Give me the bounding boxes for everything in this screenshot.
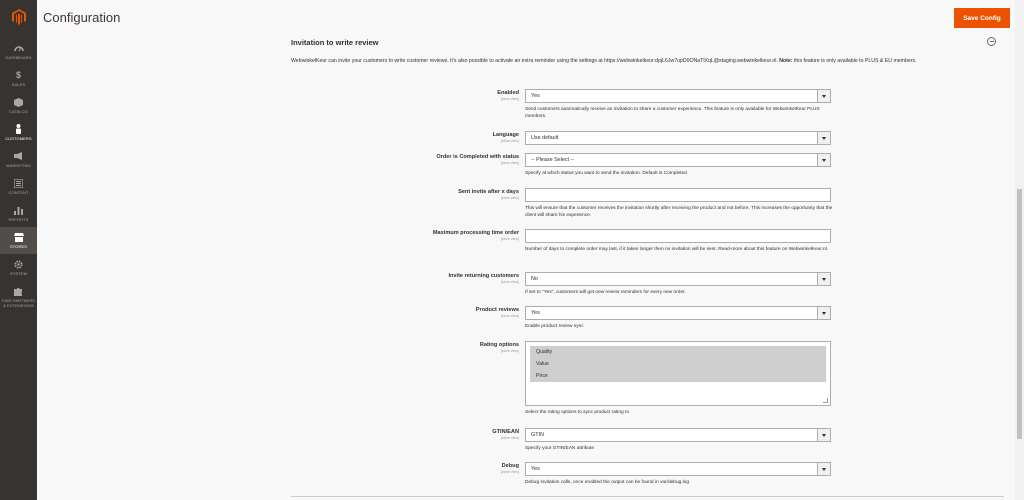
nav-sales[interactable] [0, 65, 37, 92]
content-icon [14, 178, 24, 188]
field-note: Number of days to complete order may last, if it takes longer then no invitation will be sent. Read-more about this feature on WebwinkelKeur.nl. [525, 247, 829, 252]
product-reviews-select[interactable] [525, 306, 831, 320]
gtin-select[interactable] [525, 428, 831, 442]
scope-label: [store view] [500, 237, 519, 241]
chevron-down-icon [822, 95, 826, 98]
scope-label: [store view] [500, 314, 519, 318]
chevron-down-icon [822, 137, 826, 140]
nav-stores[interactable] [0, 227, 37, 254]
puzzle-icon [14, 286, 24, 296]
select-value: Yes [531, 93, 540, 99]
field-note: Debug invitation calls, once enabled the output can be found in var/debug.log [525, 480, 690, 485]
save-config-button[interactable]: Save Config [954, 8, 1010, 28]
max-processing-input[interactable] [525, 229, 831, 243]
scope-label: [store view] [500, 470, 519, 474]
language-select[interactable] [525, 131, 831, 145]
select-value: -- Please Select -- [531, 157, 575, 163]
nav-label: FIND PARTNERS & EXTENSIONS [1, 298, 36, 308]
nav-catalog[interactable] [0, 92, 37, 119]
select-value: No [531, 276, 538, 282]
field-note: Specify your GTIN/EAN attribute [525, 446, 595, 451]
nav-label: SYSTEM [9, 271, 28, 276]
magento-logo[interactable] [0, 0, 37, 34]
intro-note-label: Note: [779, 58, 793, 64]
field-label: Product reviews [475, 307, 519, 313]
chevron-down-icon [822, 159, 826, 162]
field-note: Send customers automatically receive an invitation to share a customer experience. This feature is only available for WebwinkelKeur PLUS members. [525, 107, 820, 119]
rating-option[interactable]: Quality [530, 346, 826, 358]
rating-option[interactable]: Price [530, 370, 826, 382]
sent-after-input[interactable] [525, 188, 831, 202]
chevron-down-icon [822, 468, 826, 471]
collapse-icon[interactable] [987, 37, 996, 46]
scope-label: [store view] [500, 139, 519, 143]
scope-label: [store view] [500, 97, 519, 101]
section-title[interactable]: Invitation to write review [291, 38, 379, 47]
scope-label: [store view] [500, 280, 519, 284]
nav-label: CUSTOMERS [5, 136, 32, 141]
nav-dashboard[interactable] [0, 38, 37, 65]
field-label: Maximum processing time order [432, 230, 519, 236]
scope-label: [store view] [500, 349, 519, 353]
scrollbar-thumb[interactable] [1017, 189, 1022, 439]
page-title: Configuration [43, 10, 121, 25]
scope-label: [store view] [500, 436, 519, 440]
select-value: Yes [531, 310, 540, 316]
nav-marketing[interactable] [0, 146, 37, 173]
gear-icon [14, 259, 24, 269]
field-note: If set to "Yes", customers will get new review reminders for every new order. [525, 290, 686, 295]
bar-chart-icon [14, 205, 24, 215]
scope-label: [store view] [500, 196, 519, 200]
select-value: GTIN [531, 432, 544, 438]
nav-label: SALES [11, 82, 26, 87]
field-label: GTIN/EAN [492, 429, 519, 435]
config-section [282, 30, 1004, 500]
resize-handle-icon[interactable] [823, 398, 828, 403]
returning-select[interactable] [525, 272, 831, 286]
dashboard-icon [14, 43, 24, 53]
field-label: Order is Completed with status [436, 154, 519, 160]
page-scrollbar[interactable] [1015, 0, 1024, 500]
select-value: Use default [531, 135, 559, 141]
chevron-down-icon [822, 312, 826, 315]
rating-option[interactable]: Value [530, 358, 826, 370]
debug-select[interactable] [525, 462, 831, 476]
field-label: Invite returning customers [448, 273, 519, 279]
nav-reports[interactable] [0, 200, 37, 227]
section-intro [291, 57, 1009, 66]
field-label: Rating options [479, 342, 519, 348]
select-value: Yes [531, 466, 540, 472]
nav-customers[interactable] [0, 119, 37, 146]
intro-text: WebwinkelKeur can invite your customers to write customer reviews. It's also possible to activate an extra reminder using the settings at https://webwinkelkeur:dpjL6Jw7upD0ONaTlXqL@staging.webwinkelkeur.nl. [291, 58, 778, 64]
intro-note-text: this feature is only available to PLUS & EU members. [793, 58, 917, 64]
cube-icon [14, 97, 24, 107]
nav-label: STORES [10, 244, 27, 249]
store-icon [14, 232, 24, 242]
field-label: Debug [501, 463, 519, 469]
nav-find-partners[interactable] [0, 281, 37, 313]
section-divider [291, 496, 1004, 497]
chevron-down-icon [822, 278, 826, 281]
nav-label: DASHBOARD [5, 55, 32, 60]
field-note: Enable product review sync [525, 324, 584, 329]
field-label: Enabled [497, 90, 519, 96]
nav-content[interactable] [0, 173, 37, 200]
rating-options-multiselect[interactable] [525, 341, 831, 406]
magento-logo-icon [12, 9, 26, 25]
person-icon [14, 124, 24, 134]
field-note: Select the rating options to sync product rating to [525, 410, 629, 415]
field-note: Specify at which status you want to send the invitation. Default is Completed [525, 171, 687, 176]
chevron-down-icon [822, 434, 826, 437]
order-status-select[interactable] [525, 153, 831, 167]
field-note: This will ensure that the customer receives the invitation shortly after receiving the product and not before. This increases the opportunity that the client will share his experience. [525, 206, 833, 218]
scope-label: [store view] [500, 161, 519, 165]
nav-system[interactable] [0, 254, 37, 281]
megaphone-icon [14, 151, 24, 161]
field-label: Language [492, 132, 519, 138]
nav-label: MARKETING [6, 163, 31, 168]
field-label: Sent invite after x days [458, 189, 519, 195]
enabled-select[interactable] [525, 89, 831, 103]
nav-label: REPORTS [8, 217, 29, 222]
nav-label: CATALOG [8, 109, 29, 114]
nav-label: CONTENT [8, 190, 29, 195]
dollar-icon: $ [15, 70, 21, 80]
admin-sidebar [0, 0, 37, 500]
